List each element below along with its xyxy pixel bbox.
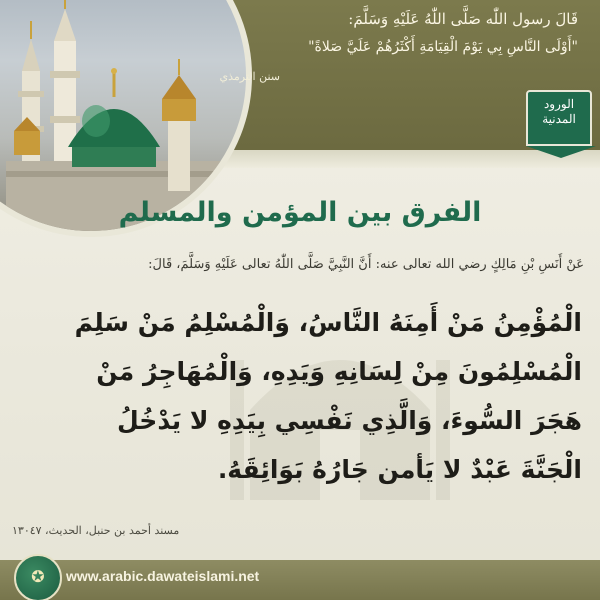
- hadith-body-line: الْجَنَّةَ عَبْدٌ لا يَأمن جَارُهُ بَوَائِقَهُ.: [217, 455, 582, 484]
- hadith-body-line: هَجَرَ السُّوءَ، وَالَّذِي نَفْسِي بِيَدِهِ لا يَدْخُلُ: [116, 406, 582, 435]
- hadith-reference: مسند أحمد بن حنبل، الحديث، ١٣٠٤٧: [12, 524, 180, 537]
- header-hadith-quote: "أَوْلَى النَّاسِ بِي يَوْمَ الْقِيَامَةِ أَكْثَرُهُمْ عَلَيَّ صَلاةً": [308, 39, 578, 55]
- hadith-body-line: الْمُسْلِمُونَ مِنْ لِسَانِهِ وَيَدِهِ، وَالْمُهَاجِرُ مَنْ: [96, 357, 582, 386]
- footer-website-link[interactable]: www.arabic.dawateislami.net: [66, 568, 260, 584]
- hadith-body-line: الْمُؤْمِنُ مَنْ أَمِنَهُ النَّاسُ، وَالْمُسْلِمُ مَنْ سَلِمَ: [74, 308, 582, 337]
- narration-line: عَنْ أَنَسِ بْنِ مَالِكٍ رضي الله تعالى عنه: أَنَّ النَّبِيَّ صَلَّى اللّٰهُ تعالى عَلَيْهِ وَسَلَّمَ، قَالَ:: [148, 257, 584, 272]
- header-hadith: [248, 8, 578, 58]
- page-title: الفرق بين المؤمن والمسلم: [118, 197, 482, 228]
- badge-line-1: الورود: [543, 97, 575, 111]
- badge-line-2: المدنية: [542, 112, 576, 126]
- dawateislami-logo-icon: [14, 554, 62, 600]
- header-hadith-source: سنن الترمذي: [219, 70, 280, 83]
- al-wurood-badge: [526, 90, 592, 146]
- badge-ribbon-tip: [526, 146, 596, 158]
- hadith-body: [16, 298, 582, 494]
- logo-glyph: ✪: [31, 567, 45, 586]
- header-hadith-intro: قَالَ رسول اللّٰه صَلَّى اللّٰهُ عَلَيْهِ وَسَلَّمَ:: [348, 10, 578, 28]
